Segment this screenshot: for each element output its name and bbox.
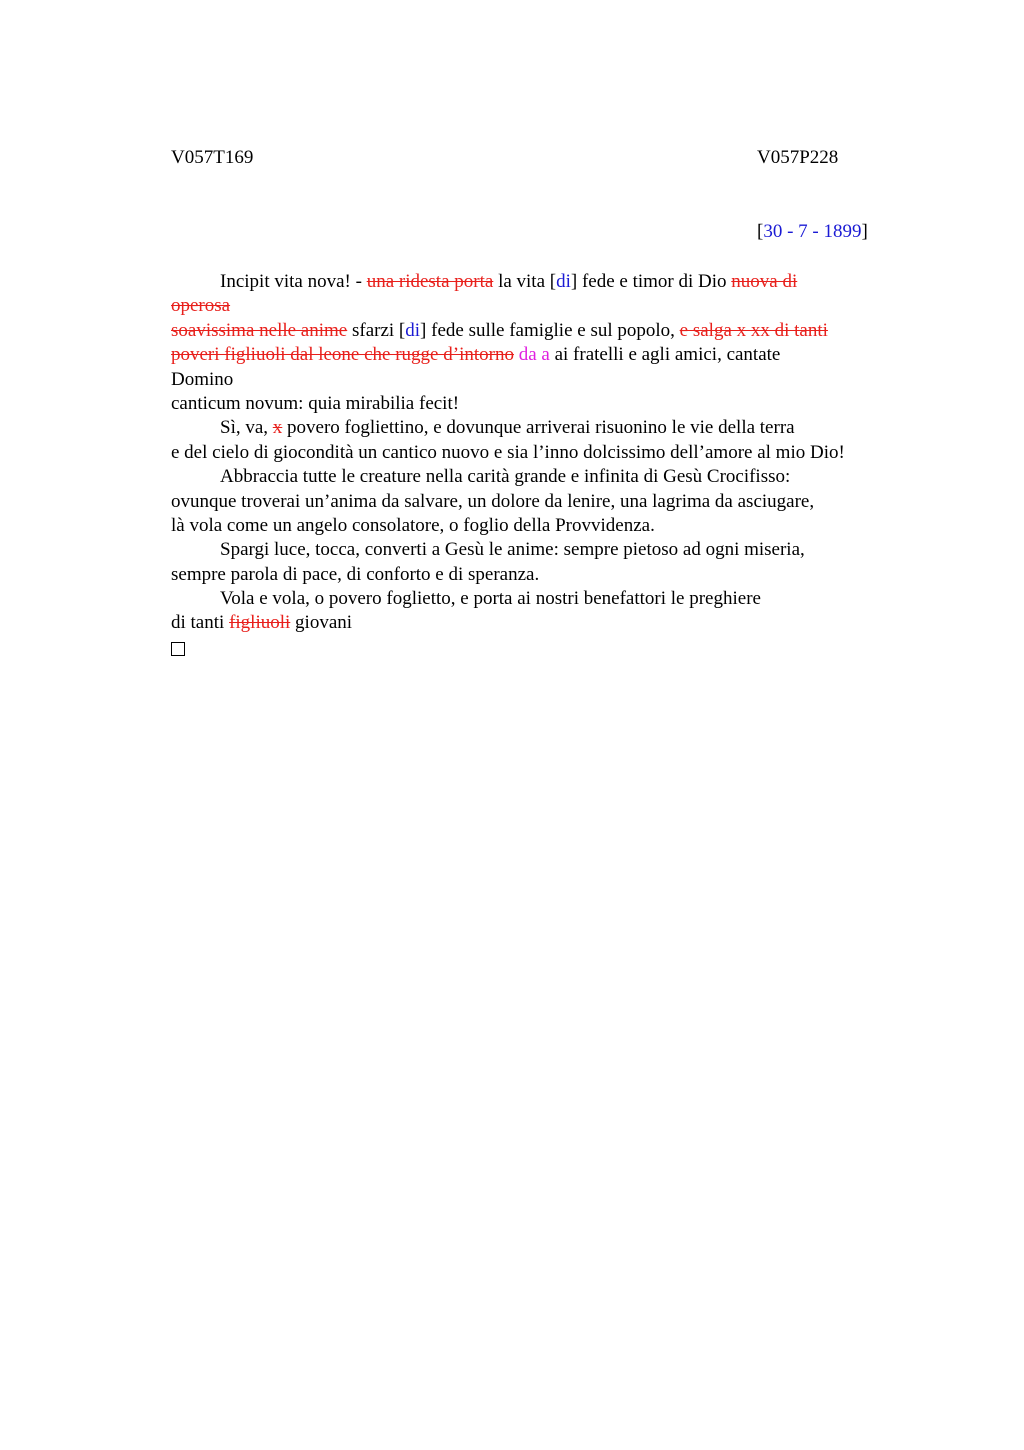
text-segment: sempre parola di pace, di conforto e di speranza. [171, 563, 540, 585]
deleted-text: figliuoli [229, 612, 291, 634]
text-segment: sfarzi [ [347, 319, 406, 341]
end-marker-box [171, 636, 185, 662]
text-segment: povero fogliettino, e dovunque arriverai risuonino le vie della terra [282, 417, 795, 439]
text-line [171, 611, 931, 635]
text-segment: canticum novum: quia mirabilia fecit! [171, 392, 460, 414]
text-segment: ovunque troverai un’anima da salvare, un dolore da lenire, una lagrima da asciugare, [171, 490, 815, 512]
text-line [171, 368, 931, 392]
editorial-insert: di [405, 319, 421, 341]
date-bracket-close: ] [861, 221, 868, 242]
text-line [171, 514, 931, 538]
text-line [171, 563, 931, 587]
text-segment: ] fede sulle famiglie e sul popolo, [420, 319, 680, 341]
text-line [171, 538, 931, 562]
text-line [171, 416, 931, 440]
text-line [171, 343, 931, 367]
text-segment: di tanti [171, 612, 230, 634]
text-segment: Spargi luce, tocca, converti a Gesù le anime: sempre pietoso ad ogni miseria, [220, 539, 805, 561]
deleted-text: operosa [171, 295, 231, 317]
text-line [171, 319, 931, 343]
text-segment: Vola e vola, o povero foglietto, e porta ai nostri benefattori le preghiere [220, 588, 761, 610]
document-id-right: V057P228 [757, 147, 839, 168]
text-segment: e del cielo di giocondità un cantico nuovo e sia l’inno dolcissimo dell’amore al mio Dio! [171, 441, 845, 463]
text-line [171, 465, 931, 489]
text-segment: ] fede e timor di Dio [570, 271, 732, 292]
editorial-insert: di [556, 271, 571, 292]
date-text: 30 - 7 - 1899 [763, 221, 862, 242]
text-segment: la vita [ [493, 271, 557, 292]
deleted-text: e salga x xx di tanti [679, 319, 828, 341]
deleted-text: x [272, 417, 283, 439]
inserted-text: da a [518, 344, 550, 366]
text-line [171, 490, 931, 514]
deleted-text: poveri figliuoli dal leone che rugge d’intorno [171, 344, 514, 366]
text-segment: ai fratelli e agli amici, cantate [549, 344, 781, 366]
deleted-text: nuova di [731, 271, 798, 292]
deleted-text: una ridesta porta [366, 271, 494, 292]
text-segment: Sì, va, [220, 417, 273, 439]
document-body [171, 270, 931, 636]
document-id-left: V057T169 [171, 147, 254, 168]
text-segment: Domino [171, 368, 234, 390]
text-line [171, 294, 931, 318]
text-segment: Incipit vita nova! - [220, 271, 367, 292]
date-line [757, 221, 868, 243]
deleted-text: soavissima nelle anime [171, 319, 348, 341]
text-line [171, 270, 931, 294]
text-segment: là vola come un angelo consolatore, o foglio della Provvidenza. [171, 514, 655, 536]
text-line [171, 587, 931, 611]
date-bracket-open: [ [757, 221, 764, 242]
text-line [171, 392, 931, 416]
text-line [171, 441, 931, 465]
text-segment: giovani [290, 612, 353, 634]
text-segment: Abbraccia tutte le creature nella carità grande e infinita di Gesù Crocifisso: [220, 466, 791, 488]
